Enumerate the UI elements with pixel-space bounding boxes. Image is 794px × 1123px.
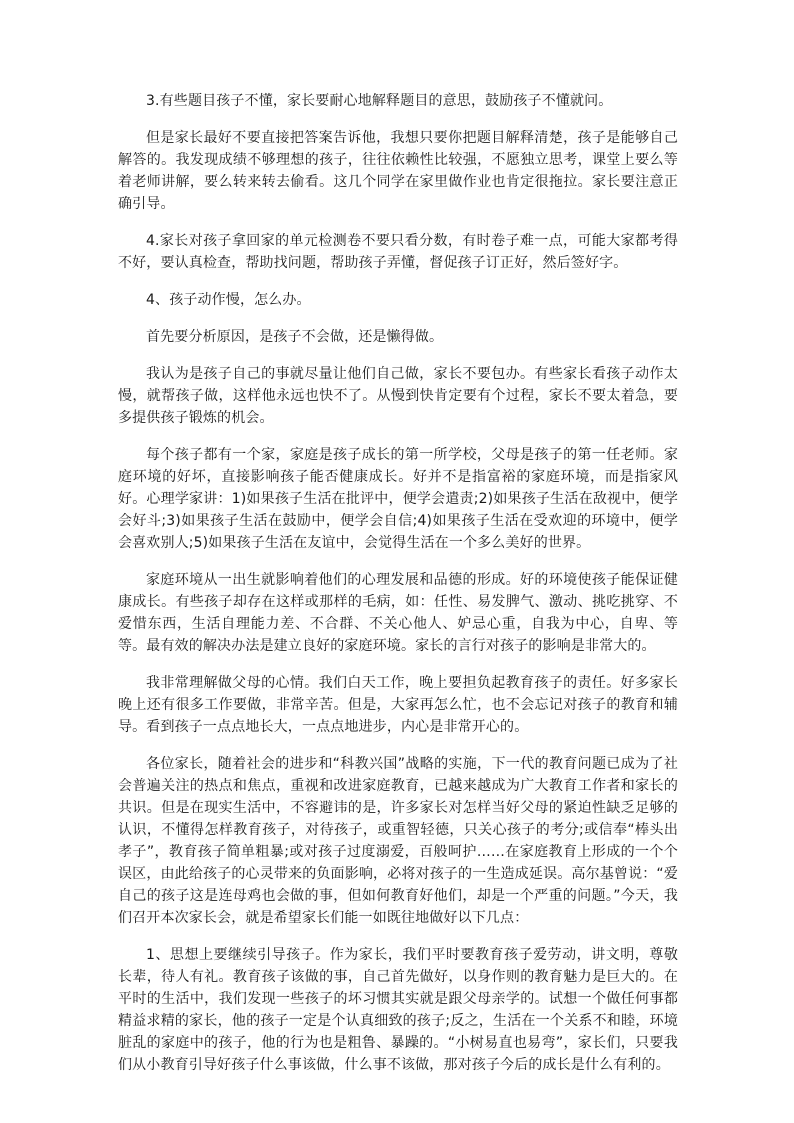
paragraph-let-child-do: 我认为是孩子自己的事就尽量让他们自己做，家长不要包办。有些家长看孩子动作太慢，就帮孩子做，这样他永远也快不了。从慢到快肯定要有个过程，家长不要太着急，要多提供孩子锻炼的机会。 (118, 366, 678, 426)
paragraph-analyze-reason: 首先要分析原因，是孩子不会做，还是懒得做。 (146, 329, 444, 345)
paragraph-family-first-school: 每个孩子都有一个家，家庭是孩子成长的第一所学校，父母是孩子的第一任老师。家庭环境的好坏，直接影响孩子能否健康成长。好并不是指富裕的家庭环境，而是指家风好。心理学家讲：1)如果孩子生活在批评中，便学会遣责;2)如果孩子生活在敌视中，便学会好斗;3)如果孩子生活在鼓励中，便学会自信;4)如果孩子生活在受欢迎的环境中，便学会喜欢别人;5)如果孩子生活在友谊中，会觉得生活在一个多么美好的世界。 (118, 447, 678, 551)
paragraph-do-not-give-answers: 但是家长最好不要直接把答案告诉他，我想只要你把题目解释清楚，孩子是能够自己解答的。我发现成绩不够理想的孩子，往往依赖性比较强，不愿独立思考，课堂上要么等着老师讲解，要么转来转去偷看。这几个同学在家里做作业也肯定很拖拉。家长要注意正确引导。 (118, 130, 678, 212)
paragraph-dear-parents: 各位家长，随着社会的进步和“科教兴国”战略的实施，下一代的教育问题已成为了社会普遍关注的热点和焦点，重视和改进家庭教育，已越来越成为广大教育工作者和家长的共识。但是在现实生活中，不容避讳的是，许多家长对怎样当好父母的紧迫性缺乏足够的认识，不懂得怎样教育孩子，对待孩子，或重智轻德，只关心孩子的考分;或信奉“棒头出孝子”，教育孩子简单粗暴;或对孩子过度溺爱，百般呵护……在家庭教育上形成的一个个误区，由此给孩子的心灵带来的负面影响，必将对孩子的一生造成延误。高尔基曾说：“爱自己的孩子这是连母鸡也会做的事，但如何教育好他们，却是一个严重的问题。”今天，我们召开本次家长会，就是希望家长们能一如既往地做好以下几点： (118, 756, 678, 926)
paragraph-family-environment: 家庭环境从一出生就影响着他们的心理发展和品德的形成。好的环境使孩子能保证健康成长。有些孩子却存在这样或那样的毛病，如：任性、易发脾气、激动、挑吃挑穿、不爱惜东西，生活自理能力差、不合群、不关心他人、妒忌心重，自我为中心，自卑、等等。最有效的解决办法是建立良好的家庭环境。家长的言行对孩子的影响是非常大的。 (118, 572, 678, 654)
document-page (118, 90, 678, 1091)
paragraph-unit-test-review: 4.家长对孩子拿回家的单元检测卷不要只看分数，有时卷子难一点，可能大家都考得不好，要认真检查，帮助找问题，帮助孩子弄懂，督促孩子订正好，然后签好字。 (118, 233, 678, 271)
paragraph-homework-explain: 3.有些题目孩子不懂，家长要耐心地解释题目的意思，鼓励孩子不懂就问。 (146, 93, 613, 109)
paragraph-parents-feelings: 我非常理解做父母的心情。我们白天工作，晚上要担负起教育孩子的责任。好多家长晚上还有很多工作要做，非常辛苦。但是，大家再怎么忙，也不会忘记对孩子的教育和辅导。看到孩子一点点地长大，一点点地进步，内心是非常开心的。 (118, 675, 678, 735)
paragraph-point-one-guidance: 1、思想上要继续引导孩子。作为家长，我们平时要教育孩子爱劳动，讲文明，尊敬长辈，待人有礼。教育孩子该做的事，自己首先做好，以身作则的教育魅力是巨大的。在平时的生活中，我们发现一些孩子的坏习惯其实就是跟父母亲学的。试想一个做任何事都精益求精的家长，他的孩子一定是个认真细致的孩子;反之，生活在一个关系不和睦，环境脏乱的家庭中的孩子，他的行为也是粗鲁、暴躁的。“小树易直也易弯”，家长们，只要我们从小教育引导好孩子什么事该做，什么事不该做，那对孩子今后的成长是什么有利的。 (118, 947, 678, 1073)
section-heading-slow-child: 4、孩子动作慢，怎么办。 (146, 292, 311, 308)
